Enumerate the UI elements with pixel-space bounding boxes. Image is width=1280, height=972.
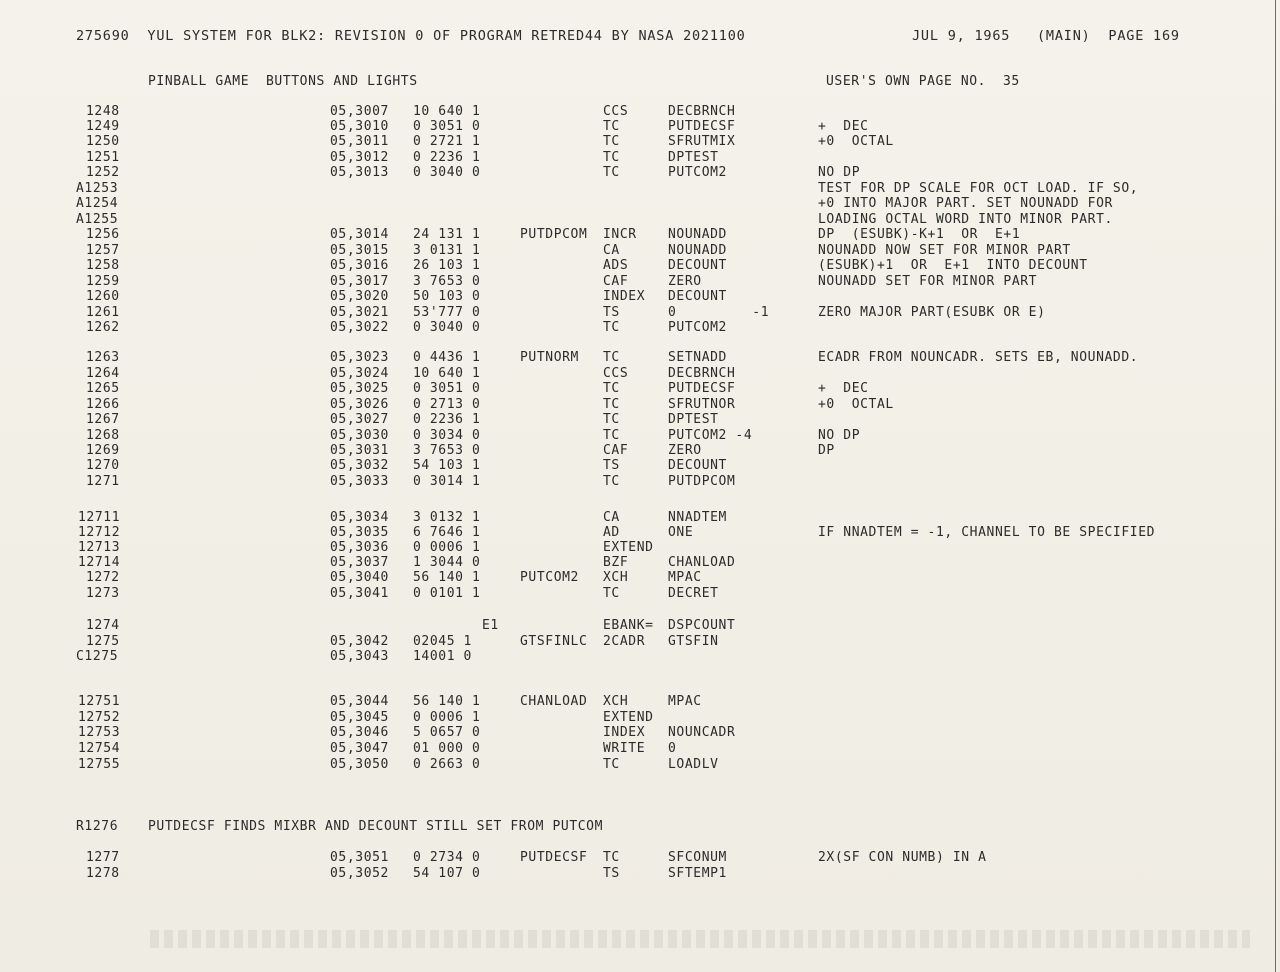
line-comment: IF NNADTEM = -1, CHANNEL TO BE SPECIFIED xyxy=(818,525,1156,540)
line-operand: DPTEST xyxy=(668,150,719,165)
line-addr: 05,3024 xyxy=(330,366,389,381)
line-addr: 05,3047 xyxy=(330,741,389,756)
line-operand: PUTDECSF xyxy=(668,381,736,396)
line-n: 1273 xyxy=(86,586,120,601)
line-op: XCH xyxy=(603,570,629,585)
line-code: 0 2721 1 xyxy=(413,134,481,149)
line-code: 0 3040 0 xyxy=(413,165,481,180)
line-n: 1266 xyxy=(86,397,120,412)
line-code: 3 0132 1 xyxy=(413,510,481,525)
line-n: A1255 xyxy=(76,212,119,227)
line-code: 0 3051 0 xyxy=(413,119,481,134)
line-addr: 05,3007 xyxy=(330,104,389,119)
line-op: TC xyxy=(603,850,620,865)
line-n: 1250 xyxy=(86,134,120,149)
line-code: 0 2236 1 xyxy=(413,150,481,165)
line-n: 12753 xyxy=(78,725,121,740)
line-n: 12711 xyxy=(78,510,121,525)
line-n: R1276 xyxy=(76,819,119,834)
line-n: 1272 xyxy=(86,570,120,585)
line-comment: +0 INTO MAJOR PART. SET NOUNADD FOR xyxy=(818,196,1113,211)
line-op: TC xyxy=(603,412,620,427)
line-code: 0 3040 0 xyxy=(413,320,481,335)
line-code: 54 107 0 xyxy=(413,866,481,881)
line-addr: 05,3043 xyxy=(330,649,389,664)
line-addr: 05,3023 xyxy=(330,350,389,365)
line-code: 5 0657 0 xyxy=(413,725,481,740)
line-operand: MPAC xyxy=(668,694,702,709)
line-operand: NOUNCADR xyxy=(668,725,736,740)
line-n: 1248 xyxy=(86,104,120,119)
line-addr: 05,3051 xyxy=(330,850,389,865)
line-comment: NO DP xyxy=(818,165,861,180)
line-op: ADS xyxy=(603,258,629,273)
line-operand: ONE xyxy=(668,525,694,540)
line-n: 1275 xyxy=(86,634,120,649)
line-addr: 05,3045 xyxy=(330,710,389,725)
line-n: 12755 xyxy=(78,757,121,772)
line-n: 12752 xyxy=(78,710,121,725)
line-addr: 05,3027 xyxy=(330,412,389,427)
line-code: 50 103 0 xyxy=(413,289,481,304)
line-operand: DECOUNT xyxy=(668,258,727,273)
line-operand: DECOUNT xyxy=(668,458,727,473)
line-n: 1268 xyxy=(86,428,120,443)
line-n: 1278 xyxy=(86,866,120,881)
line-op: CAF xyxy=(603,274,629,289)
line-op: TC xyxy=(603,165,620,180)
line-n: 1270 xyxy=(86,458,120,473)
line-operand: DSPCOUNT xyxy=(668,618,736,633)
users-page-number: USER'S OWN PAGE NO. 35 xyxy=(826,74,1020,89)
line-code: 3 0131 1 xyxy=(413,243,481,258)
line-code: 0 3034 0 xyxy=(413,428,481,443)
line-code: 3 7653 0 xyxy=(413,274,481,289)
line-n: 12754 xyxy=(78,741,121,756)
line-operand: PUTCOM2 xyxy=(668,165,727,180)
line-op: XCH xyxy=(603,694,629,709)
line-operand: NOUNADD xyxy=(668,227,727,242)
line-comment: 2X(SF CON NUMB) IN A xyxy=(818,850,987,865)
line-op: EBANK= xyxy=(603,618,654,633)
line-operand: SFRUTNOR xyxy=(668,397,736,412)
line-operand: ZERO xyxy=(668,443,702,458)
line-operand: ZERO xyxy=(668,274,702,289)
line-addr: 05,3021 xyxy=(330,305,389,320)
line-addr: 05,3025 xyxy=(330,381,389,396)
line-op: TC xyxy=(603,134,620,149)
line-operand: 0 -1 xyxy=(668,305,770,320)
line-operand: SFCONUM xyxy=(668,850,727,865)
line-op: TC xyxy=(603,381,620,396)
line-addr: 05,3030 xyxy=(330,428,389,443)
line-n: C1275 xyxy=(76,649,119,664)
line-comment: DP (ESUBK)-K+1 OR E+1 xyxy=(818,227,1021,242)
line-code: 0 3051 0 xyxy=(413,381,481,396)
line-n: 1265 xyxy=(86,381,120,396)
line-code: 3 7653 0 xyxy=(413,443,481,458)
line-code: 0 0101 1 xyxy=(413,586,481,601)
line-addr: 05,3020 xyxy=(330,289,389,304)
line-op: TC xyxy=(603,350,620,365)
line-code: 56 140 1 xyxy=(413,694,481,709)
line-n: 1264 xyxy=(86,366,120,381)
line-code: E1 xyxy=(482,618,499,633)
page-edge xyxy=(1275,0,1276,972)
line-n: 12751 xyxy=(78,694,121,709)
line-addr: 05,3041 xyxy=(330,586,389,601)
line-op: EXTEND xyxy=(603,710,654,725)
line-op: TC xyxy=(603,474,620,489)
line-addr: 05,3011 xyxy=(330,134,389,149)
line-comment: + DEC xyxy=(818,119,869,134)
line-op: TS xyxy=(603,305,620,320)
line-addr: 05,3015 xyxy=(330,243,389,258)
line-code: 0 0006 1 xyxy=(413,540,481,555)
line-operand: DPTEST xyxy=(668,412,719,427)
line-comment: NOUNADD SET FOR MINOR PART xyxy=(818,274,1038,289)
line-op: TC xyxy=(603,397,620,412)
line-addr: 05,3032 xyxy=(330,458,389,473)
line-code: 26 103 1 xyxy=(413,258,481,273)
line-addr: 05,3013 xyxy=(330,165,389,180)
line-n: 1277 xyxy=(86,850,120,865)
line-code: 56 140 1 xyxy=(413,570,481,585)
line-operand: GTSFIN xyxy=(668,634,719,649)
line-comment: (ESUBK)+1 OR E+1 INTO DECOUNT xyxy=(818,258,1088,273)
header-right: JUL 9, 1965 (MAIN) PAGE 169 xyxy=(912,28,1180,44)
line-label: PUTDECSF FINDS MIXBR AND DECOUNT STILL SET FROM PUTCOM xyxy=(148,819,604,834)
line-op: BZF xyxy=(603,555,629,570)
line-n: A1253 xyxy=(76,181,119,196)
line-addr: 05,3026 xyxy=(330,397,389,412)
line-label: CHANLOAD xyxy=(520,694,588,709)
header-left: 275690 YUL SYSTEM FOR BLK2: REVISION 0 OF PROGRAM RETRED44 BY NASA 2021100 xyxy=(76,28,746,44)
line-code: 54 103 1 xyxy=(413,458,481,473)
line-n: 1251 xyxy=(86,150,120,165)
line-n: 12713 xyxy=(78,540,121,555)
line-addr: 05,3033 xyxy=(330,474,389,489)
line-label: GTSFINLC xyxy=(520,634,588,649)
line-operand: DECRET xyxy=(668,586,719,601)
line-addr: 05,3031 xyxy=(330,443,389,458)
line-comment: +0 OCTAL xyxy=(818,134,894,149)
line-op: TC xyxy=(603,586,620,601)
line-n: 1271 xyxy=(86,474,120,489)
line-operand: 0 xyxy=(668,741,677,756)
line-n: 1256 xyxy=(86,227,120,242)
line-op: CCS xyxy=(603,366,629,381)
line-code: 0 2713 0 xyxy=(413,397,481,412)
line-addr: 05,3050 xyxy=(330,757,389,772)
line-operand: PUTCOM2 xyxy=(668,320,727,335)
line-operand: NOUNADD xyxy=(668,243,727,258)
line-addr: 05,3034 xyxy=(330,510,389,525)
line-n: 1249 xyxy=(86,119,120,134)
line-comment: TEST FOR DP SCALE FOR OCT LOAD. IF SO, xyxy=(818,181,1139,196)
line-code: 01 000 0 xyxy=(413,741,481,756)
line-comment: LOADING OCTAL WORD INTO MINOR PART. xyxy=(818,212,1113,227)
line-comment: +0 OCTAL xyxy=(818,397,894,412)
line-code: 0 2663 0 xyxy=(413,757,481,772)
line-label: PUTNORM xyxy=(520,350,579,365)
line-operand: DECBRNCH xyxy=(668,104,736,119)
line-addr: 05,3014 xyxy=(330,227,389,242)
line-addr: 05,3040 xyxy=(330,570,389,585)
line-op: CA xyxy=(603,243,620,258)
line-code: 0 2734 0 xyxy=(413,850,481,865)
line-op: INDEX xyxy=(603,725,646,740)
line-n: 1261 xyxy=(86,305,120,320)
line-op: 2CADR xyxy=(603,634,646,649)
line-n: 1260 xyxy=(86,289,120,304)
line-code: 02045 1 xyxy=(413,634,472,649)
line-op: TC xyxy=(603,320,620,335)
line-operand: SFRUTMIX xyxy=(668,134,736,149)
line-op: CCS xyxy=(603,104,629,119)
line-op: TC xyxy=(603,757,620,772)
line-op: AD xyxy=(603,525,620,540)
line-op: TC xyxy=(603,150,620,165)
line-code: 6 7646 1 xyxy=(413,525,481,540)
line-op: INDEX xyxy=(603,289,646,304)
line-op: CAF xyxy=(603,443,629,458)
line-code: 10 640 1 xyxy=(413,104,481,119)
line-n: 1263 xyxy=(86,350,120,365)
line-n: 1258 xyxy=(86,258,120,273)
line-n: 1259 xyxy=(86,274,120,289)
section-title: PINBALL GAME BUTTONS AND LIGHTS xyxy=(148,74,418,89)
line-addr: 05,3016 xyxy=(330,258,389,273)
line-code: 53'777 0 xyxy=(413,305,481,320)
line-op: CA xyxy=(603,510,620,525)
line-comment: DP xyxy=(818,443,835,458)
line-code: 14001 0 xyxy=(413,649,472,664)
line-n: 1269 xyxy=(86,443,120,458)
line-op: TS xyxy=(603,866,620,881)
line-n: 12714 xyxy=(78,555,121,570)
line-addr: 05,3035 xyxy=(330,525,389,540)
line-operand: DECBRNCH xyxy=(668,366,736,381)
line-comment: ECADR FROM NOUNCADR. SETS EB, NOUNADD. xyxy=(818,350,1139,365)
line-addr: 05,3037 xyxy=(330,555,389,570)
line-n: 1274 xyxy=(86,618,120,633)
line-operand: LOADLV xyxy=(668,757,719,772)
line-addr: 05,3036 xyxy=(330,540,389,555)
line-label: PUTDECSF xyxy=(520,850,588,865)
line-operand: PUTDECSF xyxy=(668,119,736,134)
line-addr: 05,3012 xyxy=(330,150,389,165)
line-n: A1254 xyxy=(76,196,119,211)
line-addr: 05,3017 xyxy=(330,274,389,289)
line-op: TC xyxy=(603,119,620,134)
line-operand: NNADTEM xyxy=(668,510,727,525)
line-comment: + DEC xyxy=(818,381,869,396)
line-code: 0 0006 1 xyxy=(413,710,481,725)
line-n: 1257 xyxy=(86,243,120,258)
line-code: 1 3044 0 xyxy=(413,555,481,570)
line-operand: SETNADD xyxy=(668,350,727,365)
line-code: 0 4436 1 xyxy=(413,350,481,365)
line-op: TC xyxy=(603,428,620,443)
line-addr: 05,3042 xyxy=(330,634,389,649)
line-addr: 05,3044 xyxy=(330,694,389,709)
line-code: 10 640 1 xyxy=(413,366,481,381)
line-addr: 05,3046 xyxy=(330,725,389,740)
line-op: TS xyxy=(603,458,620,473)
line-addr: 05,3052 xyxy=(330,866,389,881)
line-label: PUTCOM2 xyxy=(520,570,579,585)
line-code: 0 2236 1 xyxy=(413,412,481,427)
line-op: INCR xyxy=(603,227,637,242)
line-operand: MPAC xyxy=(668,570,702,585)
line-operand: PUTCOM2 -4 xyxy=(668,428,753,443)
line-comment: NOUNADD NOW SET FOR MINOR PART xyxy=(818,243,1071,258)
line-operand: PUTDPCOM xyxy=(668,474,736,489)
line-n: 1267 xyxy=(86,412,120,427)
line-label: PUTDPCOM xyxy=(520,227,588,242)
line-operand: CHANLOAD xyxy=(668,555,736,570)
line-n: 1252 xyxy=(86,165,120,180)
bleed-through-text xyxy=(150,930,1250,948)
line-comment: NO DP xyxy=(818,428,861,443)
line-operand: SFTEMP1 xyxy=(668,866,727,881)
line-addr: 05,3010 xyxy=(330,119,389,134)
line-code: 0 3014 1 xyxy=(413,474,481,489)
line-n: 12712 xyxy=(78,525,121,540)
line-code: 24 131 1 xyxy=(413,227,481,242)
line-comment: ZERO MAJOR PART(ESUBK OR E) xyxy=(818,305,1046,320)
line-addr: 05,3022 xyxy=(330,320,389,335)
line-n: 1262 xyxy=(86,320,120,335)
line-operand: DECOUNT xyxy=(668,289,727,304)
line-op: WRITE xyxy=(603,741,646,756)
line-op: EXTEND xyxy=(603,540,654,555)
